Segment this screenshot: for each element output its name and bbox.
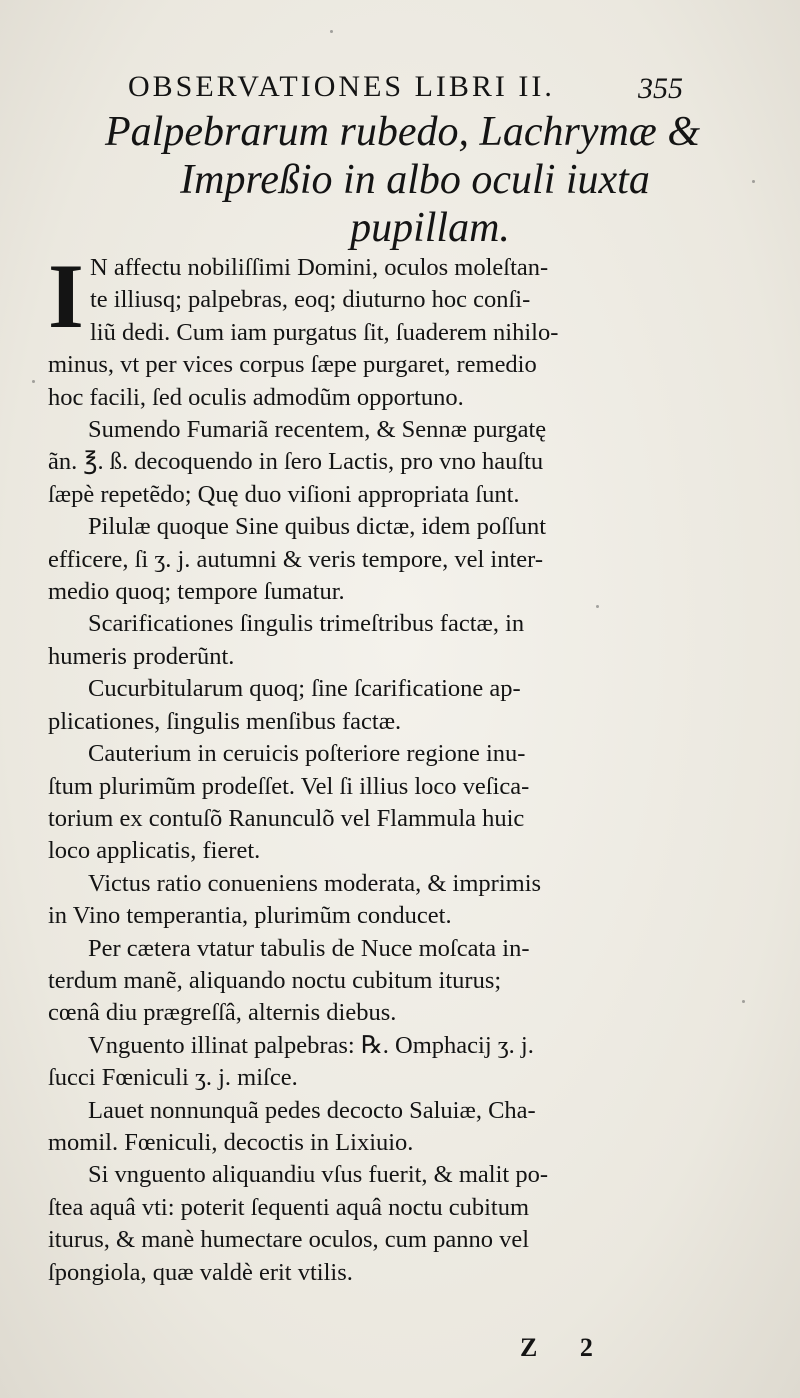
text-line: in Vino temperantia, plurimũm conducet. [48,902,452,930]
title-line-3: pupillam. [350,205,510,251]
text-line: Scarificationes ſingulis trimeſtribus factæ, in [88,610,525,638]
text-line: Lauet nonnunquã pedes decocto Saluiæ, Cha- [88,1096,536,1124]
text-line: Victus ratio conueniens moderata, & imprimis [88,869,542,897]
paper-speck [742,1000,745,1003]
paper-speck [32,380,35,383]
text-line: Sumendo Fumariã recentem, & Sennæ purgatę [88,416,547,444]
text-line: medio quoq; tempore ſumatur. [48,578,345,606]
drop-cap: I [48,245,84,347]
text-line: liũ dedi. Cum iam purgatus ſit, ſuaderem nihilo- [90,318,559,346]
text-line: efficere, ſi ʒ. j. autumni & veris tempore, vel inter- [48,545,544,573]
text-line: ſtum plurimũm prodeſſet. Vel ſi illius loco veſica- [48,772,530,800]
page-number: 355 [638,72,683,105]
text-line: N affectu nobiliſſimi Domini, oculos moleſtan- [90,254,549,281]
text-line: plicationes, ſingulis menſibus factæ. [48,707,402,735]
paper-speck [752,180,755,183]
text-line: hoc facili, ſed oculis admodũm opportuno. [48,383,464,411]
text-line: torium ex contuſõ Ranunculõ vel Flammula huic [48,804,525,832]
opening-paragraph [48,245,688,414]
text-line: ſpongiola, quæ valdè erit vtilis. [48,1258,353,1286]
text-line: cœnâ diu prægreſſâ, alternis diebus. [48,999,397,1027]
text-line: ſæpè repetẽdo; Quę duo viſioni appropriata ſunt. [48,480,520,508]
text-line: Cauterium in ceruicis poſteriore regione inu- [88,740,526,768]
title-line-1: Palpebrarum rubedo, Lachrymæ & [105,109,700,155]
signature-mark: Z 2 [520,1333,611,1362]
section-title [80,108,720,252]
text-line: ſucci Fœniculi ʒ. j. miſce. [48,1064,298,1092]
text-line: minus, vt per vices corpus ſæpe purgaret, remedio [48,351,537,379]
text-line: humeris proderũnt. [48,642,235,670]
text-line: Pilulæ quoque Sine quibus dictæ, idem poſſunt [88,513,547,541]
text-line: Vnguento illinat palpebras: ℞. Omphacij ʒ. j. [88,1031,534,1059]
text-line: Cucurbitularum quoq; ſine ſcarificatione ap- [88,675,521,703]
body-text [48,245,688,1289]
text-line: Per cætera vtatur tabulis de Nuce moſcata in- [88,934,530,962]
text-line: momil. Fœniculi, decoctis in Lixiuio. [48,1128,414,1156]
text-line: iturus, & manè humectare oculos, cum panno vel [48,1226,530,1254]
text-line: ãn. ℥. ß. decoquendo in ſero Lactis, pro vno hauſtu [48,448,544,476]
text-line: terdum manẽ, aliquando noctu cubitum iturus; [48,966,502,994]
paper-speck [596,605,599,608]
text-line: ſtea aquâ vti: poterit ſequenti aquâ noctu cubitum [48,1193,530,1221]
paper-speck [330,30,333,33]
text-line: Si vnguento aliquandiu vſus fuerit, & malit po- [88,1161,548,1189]
text-line: loco applicatis, fieret. [48,837,261,865]
text-line: te illiusq; palpebras, eoq; diuturno hoc conſi- [90,286,531,314]
title-line-2: Impreßio in albo oculi iuxta [180,157,650,203]
running-head: OBSERVATIONES LIBRI II. [128,70,555,103]
